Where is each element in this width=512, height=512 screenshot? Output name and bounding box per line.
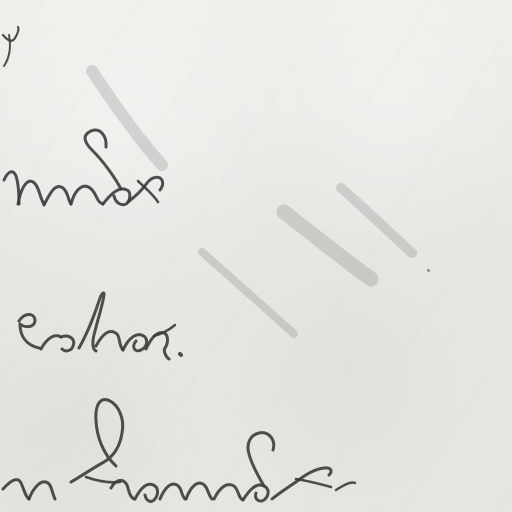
- ink-speck: [427, 269, 430, 272]
- line-1-text: [0, 0, 1, 1]
- handwritten-line-3: [19, 293, 181, 359]
- handwritten-line-2: [4, 130, 163, 205]
- handwritten-line-4: [3, 400, 355, 502]
- handwritten-line-1: [3, 27, 18, 66]
